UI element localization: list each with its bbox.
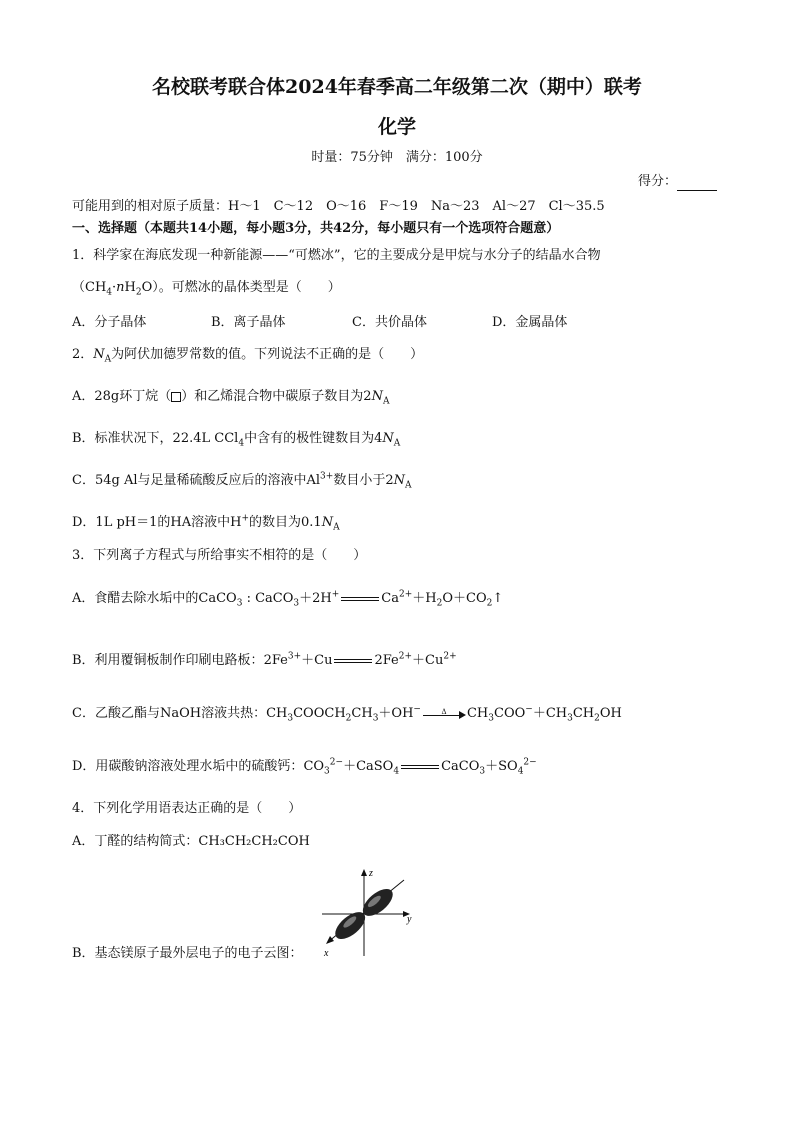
q2-stem: 2．$N_A$为阿伏加德罗常数的值。下列说法不正确的是（ ）	[72, 347, 424, 365]
q1-stem-line1: 1．科学家在海底发现一种新能源——“可燃冰”，它的主要成分是甲烷与水分子的结晶水合物	[72, 248, 601, 263]
q2-b-text-1: B．标准状况下，22.4L CCl	[72, 431, 239, 446]
subject-title: 化学	[377, 116, 416, 138]
q3-d-text: D．用碳酸钠溶液处理水垢中的硫酸钙：	[72, 759, 304, 774]
equals-arrow-icon	[339, 594, 381, 604]
q2-option-c: C．54g Al与足量稀硫酸反应后的溶液中$Al^{3+}$数目小于$2N_A$	[72, 471, 412, 491]
q2-c-text-2: 数目小于	[333, 473, 386, 488]
heat-arrow-icon	[421, 708, 467, 720]
q4-stem: 4．下列化学用语表达正确的是（ ）	[72, 801, 302, 816]
exam-title: 名校联考联合体2024年春季高二年级第二次（期中）联考	[152, 76, 642, 98]
section-heading: 一、选择题（本题共14小题，每小题3分，共42分，每小题只有一个选项符合题意）	[72, 221, 560, 236]
q3-option-d: D．用碳酸钠溶液处理水垢中的硫酸钙：$CO_3^{2-}+CaSO_4$ $CaCO_3+SO_4^{2-}$	[72, 757, 537, 777]
q1-stem-line2: $(CH_4\cdot nH_2O)$。可燃冰的晶体类型是（ ）	[72, 280, 341, 298]
q3-option-a: A．食醋去除水垢中的CaCO$_3$ : CaCO$_3$＋2H+ $Ca^{2+}+H_2O+CO_2↑$	[72, 589, 504, 609]
q1-option-d: D．金属晶体	[492, 315, 568, 330]
q3-a-text: A．食醋去除水垢中的CaCO	[72, 591, 237, 606]
q2-d-text-2: 的数目为	[249, 515, 302, 530]
p-orbital-diagram	[318, 864, 418, 960]
equals-arrow-icon	[332, 656, 374, 666]
q2-stem-text: 为阿伏加德罗常数的值。下列说法不正确的是（ ）	[111, 347, 424, 362]
q3-option-b: B．利用覆铜板制作印刷电路板：$2Fe^{3+}+Cu$ $2Fe^{2+}+Cu^{2+}$	[72, 651, 457, 668]
q3-option-c: C．乙酸乙酯与NaOH溶液共热：$CH_3COOCH_2CH_3+OH^-$ Δ $CH_3COO^-+CH_3CH_2OH$	[72, 705, 622, 723]
q1-option-b: B．离子晶体	[211, 315, 286, 330]
q2-option-d: D．1L pH＝1的HA溶液中H+的数目为$0.1N_A$	[72, 513, 340, 533]
q4-option-a: A．丁醛的结构简式：CH₃CH₂CH₂COH	[72, 834, 310, 849]
axis-z-label: z	[369, 868, 373, 879]
score-field	[638, 173, 717, 191]
axis-x-label: x	[324, 948, 329, 959]
q2-d-text-1: D．1L pH＝1的HA溶液中H	[72, 515, 242, 530]
axis-y-label: y	[407, 914, 412, 925]
q3-b-text: B．利用覆铜板制作印刷电路板：	[72, 653, 264, 668]
heat-symbol: Δ	[441, 707, 447, 716]
q1-option-c: C．共价晶体	[352, 315, 427, 330]
q2-a-text-1: A．28g环丁烷（	[72, 389, 172, 404]
equals-arrow-icon	[399, 762, 441, 772]
q3-stem: 3．下列离子方程式与所给事实不相符的是（ ）	[72, 548, 367, 563]
q2-option-a: A．28g环丁烷（ ）和乙烯混合物中碳原子数目为$2N_A$	[72, 389, 390, 407]
atomic-masses: 可能用到的相对原子质量：H～1 C～12 O～16 F～19 Na～23 Al～27 Cl～35.5	[72, 199, 605, 214]
score-label: 得分：	[638, 174, 678, 189]
q1-option-a: A．分子晶体	[72, 315, 147, 330]
q3-c-text: C．乙酸乙酯与NaOH溶液共热：	[72, 706, 267, 721]
q2-c-text-1: C．54g Al与足量稀硫酸反应后的溶液中Al	[72, 473, 321, 488]
q2-option-b: B．标准状况下，22.4L CCl$_4$中含有的极性键数目为$4N_A$	[72, 431, 401, 449]
q2-b-text-2: 中含有的极性键数目为	[244, 431, 375, 446]
q1-stem-line2-text: 。可燃冰的晶体类型是（ ）	[158, 280, 341, 295]
cyclobutane-square-icon	[171, 392, 181, 402]
score-blank	[677, 178, 717, 191]
time-info: 时量：75分钟 满分：100分	[311, 150, 483, 165]
q4-option-b: B．基态镁原子最外层电子的电子云图：	[72, 946, 303, 961]
q2-a-text-2: ）和乙烯混合物中碳原子数目为	[181, 389, 364, 404]
